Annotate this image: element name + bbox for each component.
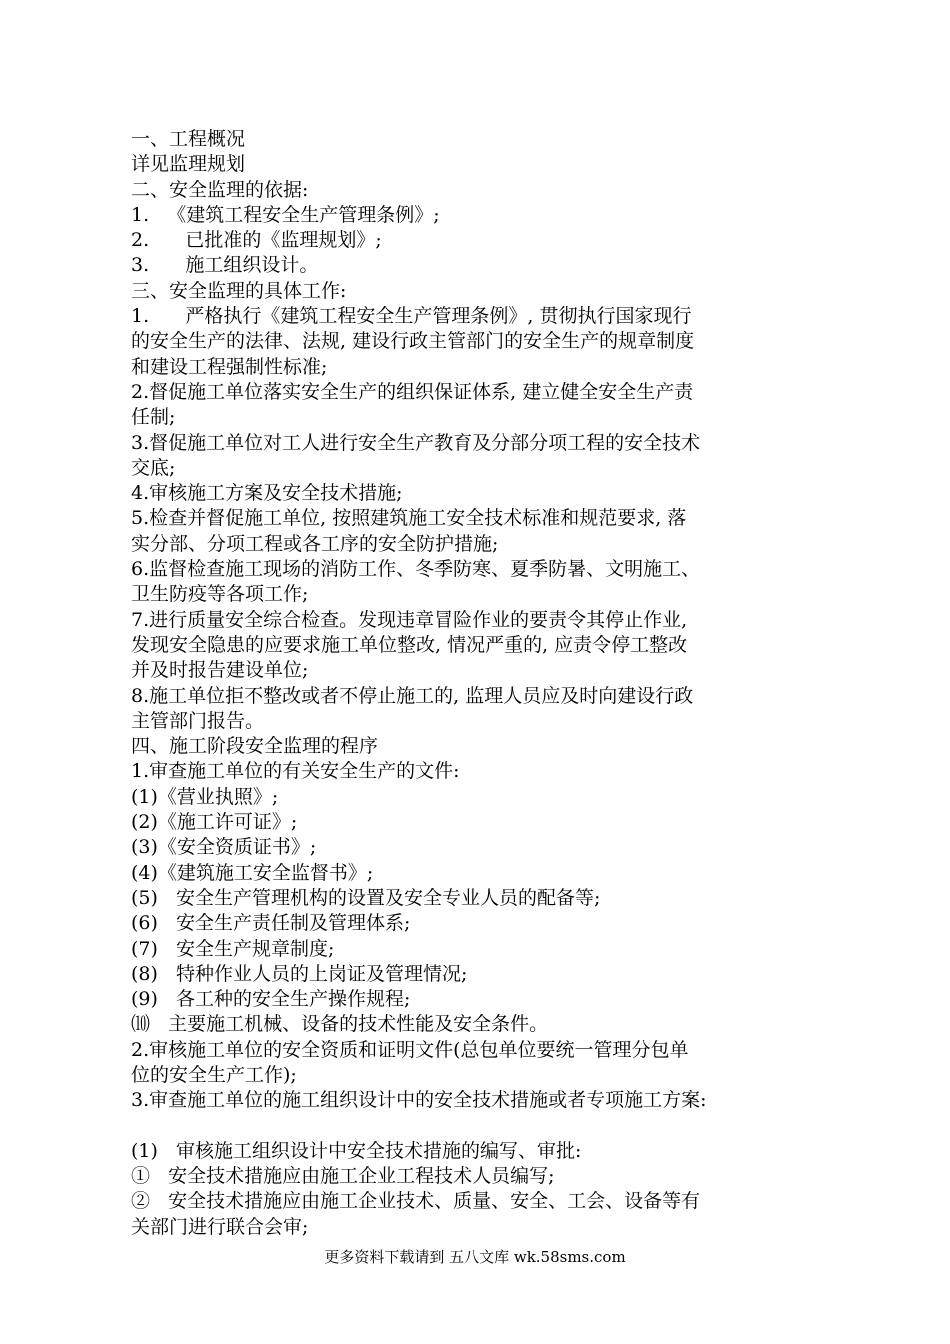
sub-list-item: (1) 审核施工组织设计中安全技术措施的编写、审批: <box>131 1139 582 1162</box>
text-line: 主管部门报告。 <box>131 709 265 732</box>
page-footer: 更多资料下载请到 五八文库 wk.58sms.com <box>324 1248 626 1266</box>
text-line: 任制; <box>131 406 176 429</box>
section-heading: 三、安全监理的具体工作: <box>131 279 347 302</box>
list-item: 4.审核施工方案及安全技术措施; <box>131 482 403 505</box>
sub-list-item: (9) 各工种的安全生产操作规程; <box>131 988 411 1011</box>
text-line: 并及时报告建设单位; <box>131 659 309 682</box>
text-line: 和建设工程强制性标准; <box>131 355 328 378</box>
list-item: 1. 严格执行《建筑工程安全生产管理条例》, 贯彻执行国家现行 <box>131 305 692 328</box>
list-item: 1. 《建筑工程安全生产管理条例》; <box>131 203 440 226</box>
document-body <box>131 127 821 1240</box>
sub-list-item: ② 安全技术措施应由施工企业技术、质量、安全、工会、设备等有 <box>131 1190 701 1213</box>
sub-list-item: (3)《安全资质证书》; <box>131 836 317 859</box>
sub-list-item: (1)《营业执照》; <box>131 785 279 808</box>
text-line: 的安全生产的法律、法规, 建设行政主管部门的安全生产的规章制度 <box>131 330 695 353</box>
text-line: 关部门进行联合会审; <box>131 1215 309 1238</box>
sub-list-item: (4)《建筑施工安全监督书》; <box>131 861 374 884</box>
list-item: 2. 已批准的《监理规划》; <box>131 229 382 252</box>
sub-list-item: (8) 特种作业人员的上岗证及管理情况; <box>131 962 468 985</box>
blank-line <box>131 1114 821 1139</box>
section-heading: 一、工程概况 <box>131 128 246 150</box>
list-item: 7.进行质量安全综合检查。发现违章冒险作业的要责令其停止作业, <box>131 608 688 631</box>
list-item: 3.审查施工单位的施工组织设计中的安全技术措施或者专项施工方案: <box>131 1089 707 1112</box>
text-line: 交底; <box>131 456 176 479</box>
text-line: 发现安全隐患的应要求施工单位整改, 情况严重的, 应责令停工整改 <box>131 633 688 656</box>
list-item: 8.施工单位拒不整改或者不停止施工的, 监理人员应及时向建设行政 <box>131 684 694 707</box>
sub-list-item: (6) 安全生产责任制及管理体系; <box>131 912 411 935</box>
list-item: 3.督促施工单位对工人进行安全生产教育及分部分项工程的安全技术 <box>131 431 701 454</box>
text-line: 位的安全生产工作); <box>131 1063 297 1086</box>
text-line: 卫生防疫等各项工作; <box>131 583 309 606</box>
sub-list-item: ① 安全技术措施应由施工企业工程技术人员编写; <box>131 1165 555 1188</box>
sub-list-item: (7) 安全生产规章制度; <box>131 937 335 960</box>
text-line: 实分部、分项工程或各工序的安全防护措施; <box>131 532 499 555</box>
list-item: 2.审核施工单位的安全资质和证明文件(总包单位要统一管理分包单 <box>131 1038 689 1061</box>
list-item: 5.检查并督促施工单位, 按照建筑施工安全技术标准和规范要求, 落 <box>131 507 687 530</box>
sub-list-item: (2)《施工许可证》; <box>131 811 298 834</box>
sub-list-item: (5) 安全生产管理机构的设置及安全专业人员的配备等; <box>131 886 601 909</box>
sub-list-item: ⑽ 主要施工机械、设备的技术性能及安全条件。 <box>131 1013 549 1036</box>
list-item: 6.监督检查施工现场的消防工作、冬季防寒、夏季防暑、文明施工、 <box>131 558 701 581</box>
list-item: 2.督促施工单位落实安全生产的组织保证体系, 建立健全安全生产责 <box>131 380 694 403</box>
text-line: 详见监理规划 <box>131 153 246 176</box>
section-heading: 二、安全监理的依据: <box>131 178 309 201</box>
section-heading: 四、施工阶段安全监理的程序 <box>131 735 379 758</box>
list-item: 3. 施工组织设计。 <box>131 254 319 277</box>
list-item: 1.审查施工单位的有关安全生产的文件: <box>131 760 460 783</box>
